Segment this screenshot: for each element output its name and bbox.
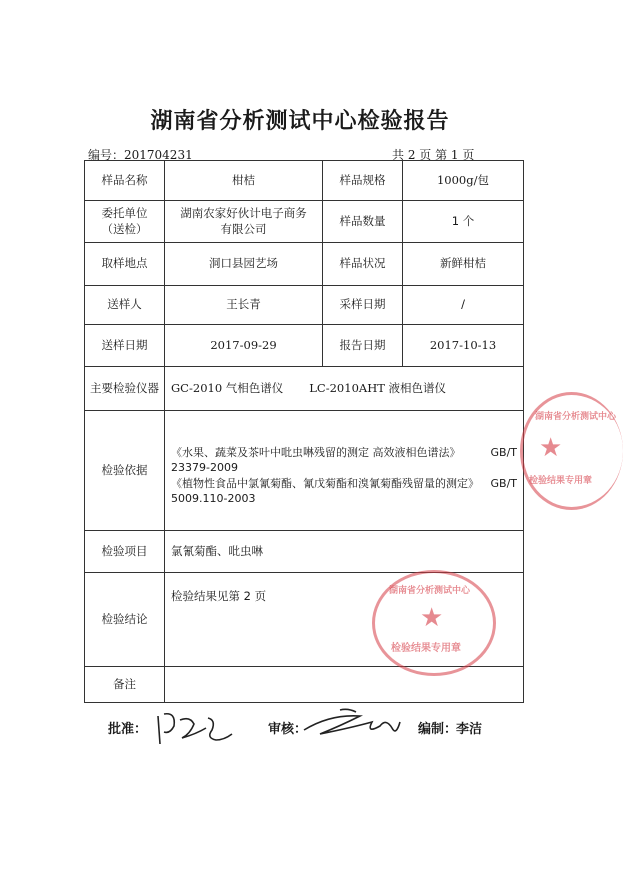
sample-name-value: 柑桔: [165, 161, 323, 201]
basis-label: 检验依据: [85, 411, 165, 531]
stamp-edge-arc-text: 湖南省分析测试中心: [535, 412, 617, 422]
sample-spec-value: 1000g/包: [403, 161, 523, 201]
sample-qty-value: 1 个: [403, 201, 523, 243]
sample-name-label: 样品名称: [85, 161, 165, 201]
sample-spec-label: 样品规格: [323, 161, 403, 201]
basis-code-1: 23379-2009: [171, 461, 238, 475]
prepare-label: 编制：: [418, 722, 458, 737]
client-label-main: 委托单位: [101, 205, 148, 220]
sample-qty-label: 样品数量: [323, 201, 403, 243]
send-date-value: 2017-09-29: [165, 325, 323, 367]
official-stamp-edge: [520, 392, 623, 510]
instruments-label: 主要检验仪器: [85, 367, 165, 411]
review-label: 审核：: [268, 722, 308, 737]
sampling-date-value: /: [403, 286, 523, 325]
official-stamp-center: [372, 570, 496, 676]
items-value: 氯氰菊酯、吡虫啉: [165, 531, 523, 573]
preparer-name: 李洁: [456, 722, 483, 737]
instruments-value: [165, 367, 523, 411]
report-date-value: 2017-10-13: [403, 325, 523, 367]
reviewer-signature: [300, 704, 410, 744]
items-label: 检验项目: [85, 531, 165, 573]
sender-value: 王长青: [165, 286, 323, 325]
page-count: 共 2 页 第 1 页: [392, 148, 475, 162]
remarks-value: [165, 667, 523, 702]
send-date-label: 送样日期: [85, 325, 165, 367]
basis-standard-2: 《植物性食品中氯氰菊酯、氰戊菊酯和溴氰菊酯残留量的测定》 GB/T: [171, 476, 517, 490]
stamp-inner-text: 检验结果专用章: [391, 643, 461, 654]
approve-label: 批准：: [108, 722, 148, 737]
sender-label: 送样人: [85, 286, 165, 325]
stamp-edge-star-icon: ★: [539, 433, 563, 463]
client-value: [165, 201, 323, 243]
sampling-date-label: 采样日期: [323, 286, 403, 325]
remarks-label: 备注: [85, 667, 165, 702]
instrument-gc: GC-2010 气相色谱仪: [171, 380, 284, 395]
sample-state-label: 样品状况: [323, 243, 403, 286]
report-number: 编号：201704231: [88, 148, 193, 162]
stamp-arc-text: 湖南省分析测试中心: [389, 586, 471, 596]
instrument-lc: LC-2010AHT 液相色谱仪: [309, 380, 447, 395]
sampling-site-value: 洞口县园艺场: [165, 243, 323, 286]
client-line-1: 湖南农家好伙计电子商务: [180, 205, 307, 220]
client-label: [85, 201, 165, 243]
approver-signature: [150, 704, 240, 752]
report-date-label: 报告日期: [323, 325, 403, 367]
stamp-edge-inner-text: 检验结果专用章: [529, 476, 593, 486]
sample-state-value: 新鲜柑桔: [403, 243, 523, 286]
stamp-star-icon: ★: [420, 603, 444, 633]
basis-standard-1: 《水果、蔬菜及茶叶中吡虫啉残留的测定 高效液相色谱法》 GB/T: [171, 446, 517, 459]
page-title: 湖南省分析测试中心检验报告: [150, 109, 450, 134]
conclusion-label: 检验结论: [85, 573, 165, 667]
conclusion-value: 检验结果见第 2 页: [165, 573, 523, 667]
client-label-sub: （送检）: [101, 221, 148, 236]
client-line-2: 有限公司: [220, 221, 267, 236]
basis-value: [165, 411, 523, 531]
sampling-site-label: 取样地点: [85, 243, 165, 286]
basis-code-2: 5009.110-2003: [171, 492, 256, 506]
